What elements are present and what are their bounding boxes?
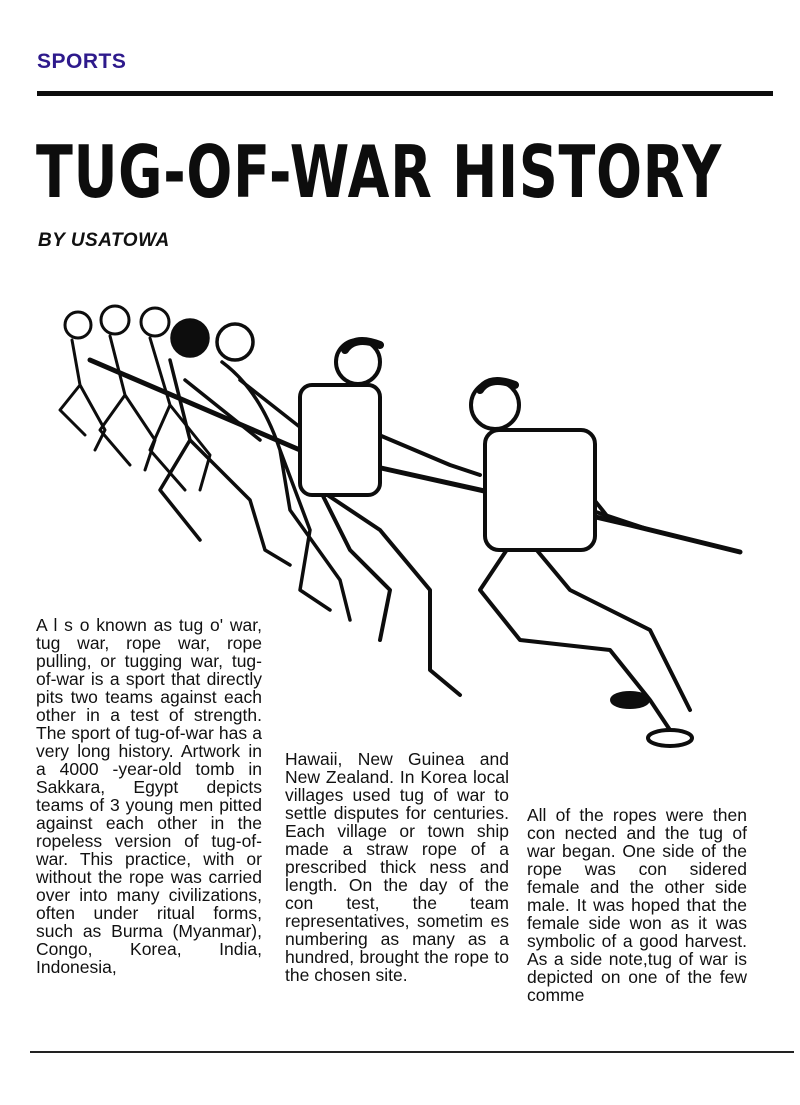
article-title: TUG-OF-WAR HISTORY (36, 130, 723, 214)
section-label: SPORTS (37, 50, 127, 73)
article-column-2: Hawaii, New Guinea and New Zealand. In Korea local villages used tug of war to settle disputes for centuries. Each village or town ship made a straw rope of a prescribed thick ness and length. On the day of the con test, the team representatives, sometim es numbering as many as a hundred, brought the rope to the chosen site. (285, 749, 509, 985)
article-column-3: All of the ropes were then con nected and the tug of war began. One side of the rope was con sidered female and the other side male. It was hoped that the female side won as it was symbolic of a good harvest. As a side note,tug of war is depicted on one of the few comme (527, 805, 747, 1005)
bottom-divider (30, 1051, 794, 1053)
puller-figure-7 (471, 381, 692, 746)
article-column-1: A l s o known as tug o' war, tug war, rope war, rope pulling, or tugging war, tug-of-war is a sport that directly pits two teams against each other in a test of strength. The sport of tug-of-war has a very long history. Artwork in a 4000 -year-old tomb in Sakkara, Egypt depicts teams of 3 young men pitted against each other in the ropeless version of tug-of-war. This practice, with or without the rope was carried over into many civilizations, often under ritual forms, such as Burma (Myanmar), Congo, Korea, India, Indonesia, (36, 615, 262, 977)
puller-figure-1 (60, 312, 105, 450)
top-divider (37, 91, 773, 96)
article-byline: BY USATOWA (38, 230, 170, 251)
puller-figure-6 (300, 340, 480, 695)
